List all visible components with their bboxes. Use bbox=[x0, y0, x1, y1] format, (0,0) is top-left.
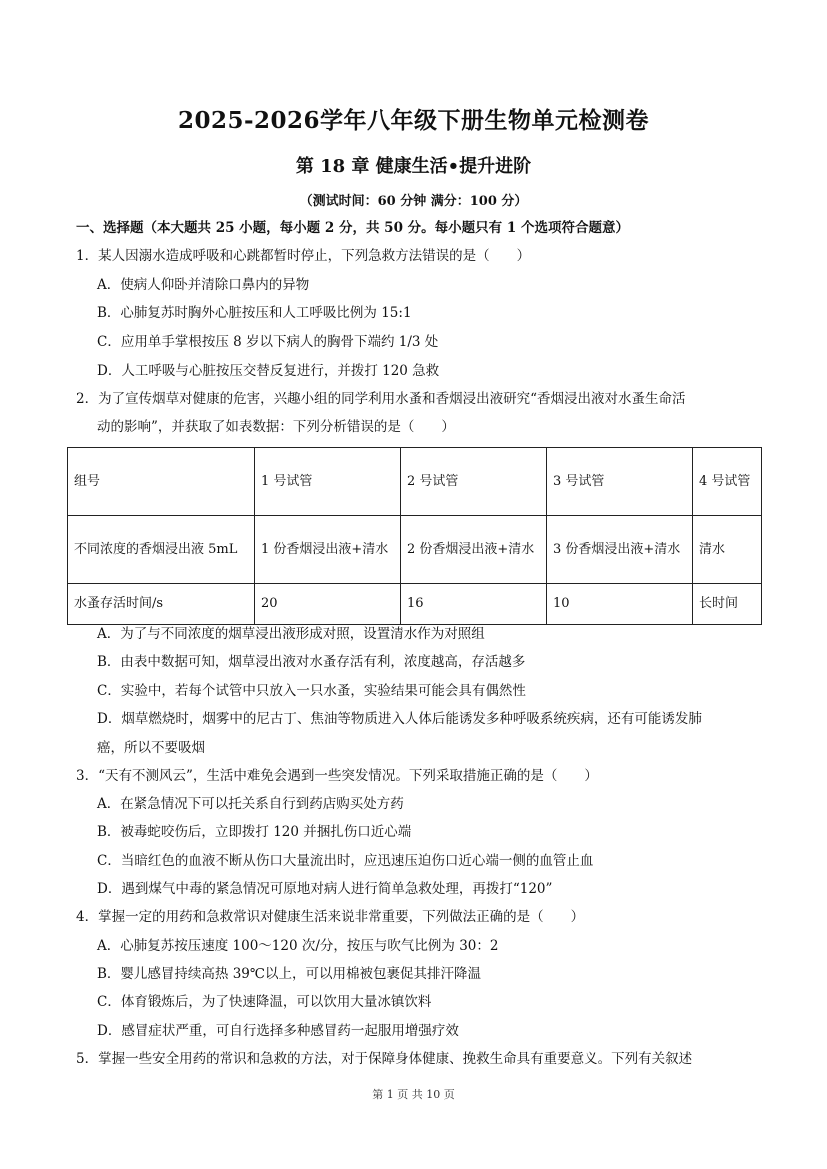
table-row bbox=[68, 584, 762, 625]
q2-option-b: B．由表中数据可知，烟草浸出液对水蚤存活有利，浓度越高，存活越多 bbox=[97, 654, 526, 670]
table-cell: 20 bbox=[255, 584, 401, 625]
table-cell: 组号 bbox=[68, 448, 255, 516]
table-cell: 4 号试管 bbox=[693, 448, 762, 516]
q4-option-d: D．感冒症状严重，可自行选择多种感冒药一起服用增强疗效 bbox=[97, 1023, 459, 1039]
section-heading: 一、选择题（本大题共 25 小题，每小题 2 分，共 50 分。每小题只有 1 个选项符合题意） bbox=[76, 220, 629, 236]
table-cell: 2 份香烟浸出液+清水 bbox=[401, 516, 547, 584]
q3-option-b: B．被毒蛇咬伤后，立即拨打 120 并捆扎伤口近心端 bbox=[97, 824, 412, 840]
table-cell: 不同浓度的香烟浸出液 5mL bbox=[68, 516, 255, 584]
q4-stem: 4．掌握一定的用药和急救常识对健康生活来说非常重要，下列做法正确的是（ ） bbox=[76, 909, 585, 925]
q2-stem-line1: 2．为了宣传烟草对健康的危害，兴趣小组的同学利用水蚤和香烟浸出液研究“香烟浸出液对水蚤生命活 bbox=[76, 391, 686, 407]
q3-option-d: D．遇到煤气中毒的紧急情况可原地对病人进行简单急救处理，再拨打“120” bbox=[97, 881, 553, 897]
q5-stem: 5．掌握一些安全用药的常识和急救的方法，对于保障身体健康、挽救生命具有重要意义。下列有关叙述 bbox=[76, 1051, 693, 1067]
q4-option-a: A．心肺复苏按压速度 100～120 次/分，按压与吹气比例为 30：2 bbox=[97, 938, 499, 954]
table-cell: 3 号试管 bbox=[547, 448, 693, 516]
q3-option-a: A．在紧急情况下可以托关系自行到药店购买处方药 bbox=[97, 796, 404, 812]
table-cell: 清水 bbox=[693, 516, 762, 584]
q4-option-b: B．婴儿感冒持续高热 39℃以上，可以用棉被包裹促其排汗降温 bbox=[97, 966, 481, 982]
table-cell: 10 bbox=[547, 584, 693, 625]
q2-option-d-line1: D．烟草燃烧时，烟雾中的尼古丁、焦油等物质进入人体后能诱发多种呼吸系统疾病，还有可能诱发肺 bbox=[97, 711, 702, 727]
page-number: 第 1 页 共 10 页 bbox=[372, 1088, 455, 1101]
table-cell: 3 份香烟浸出液+清水 bbox=[547, 516, 693, 584]
q1-option-c: C．应用单手掌根按压 8 岁以下病人的胸骨下端约 1/3 处 bbox=[97, 334, 439, 350]
table-cell: 水蚤存活时间/s bbox=[68, 584, 255, 625]
q2-option-d-line2: 癌，所以不要吸烟 bbox=[97, 740, 205, 756]
q4-option-c: C．体育锻炼后，为了快速降温，可以饮用大量冰镇饮料 bbox=[97, 994, 432, 1010]
q1-option-a: A．使病人仰卧并清除口鼻内的异物 bbox=[97, 277, 310, 293]
table-cell: 16 bbox=[401, 584, 547, 625]
q3-option-c: C．当暗红色的血液不断从伤口大量流出时，应迅速压迫伤口近心端一侧的血管止血 bbox=[97, 853, 594, 869]
q1-option-d: D．人工呼吸与心脏按压交替反复进行，并拨打 120 急救 bbox=[97, 363, 440, 379]
q2-data-table bbox=[67, 447, 762, 625]
table-cell: 长时间 bbox=[693, 584, 762, 625]
q2-option-c: C．实验中，若每个试管中只放入一只水蚤，实验结果可能会具有偶然性 bbox=[97, 683, 526, 699]
table-cell: 1 号试管 bbox=[255, 448, 401, 516]
q2-stem-line2: 动的影响”，并获取了如表数据：下列分析错误的是（ ） bbox=[97, 419, 455, 435]
table-cell: 1 份香烟浸出液+清水 bbox=[255, 516, 401, 584]
table-header-row bbox=[68, 448, 762, 516]
table-row bbox=[68, 516, 762, 584]
q2-option-a: A．为了与不同浓度的烟草浸出液形成对照，设置清水作为对照组 bbox=[97, 626, 485, 642]
q3-stem: 3．“天有不测风云”，生活中难免会遇到一些突发情况。下列采取措施正确的是（ ） bbox=[76, 768, 598, 784]
chapter-subtitle: 第 18 章 健康生活•提升进阶 bbox=[295, 156, 532, 177]
table-cell: 2 号试管 bbox=[401, 448, 547, 516]
q1-option-b: B．心肺复苏时胸外心脏按压和人工呼吸比例为 15:1 bbox=[97, 305, 412, 321]
exam-title: 2025-2026学年八年级下册生物单元检测卷 bbox=[177, 107, 650, 134]
time-score-info: （测试时间：60 分钟 满分：100 分） bbox=[299, 194, 528, 209]
q1-stem: 1．某人因溺水造成呼吸和心跳都暂时停止，下列急救方法错误的是（ ） bbox=[76, 248, 531, 264]
